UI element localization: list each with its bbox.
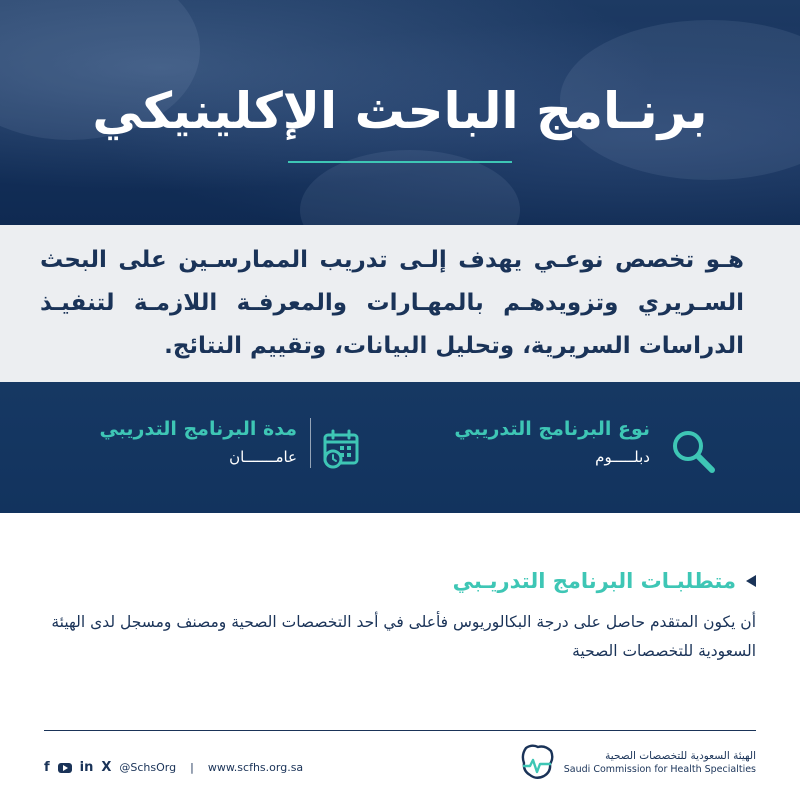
footer-social bbox=[44, 760, 303, 775]
requirements-heading bbox=[453, 569, 756, 593]
brand-logo bbox=[518, 742, 756, 782]
scfhs-logo-icon bbox=[518, 742, 556, 782]
calendar-icon bbox=[322, 428, 364, 470]
youtube-icon[interactable] bbox=[58, 763, 72, 773]
hero-banner bbox=[0, 0, 800, 225]
program-duration-label: مدة البرنامج التدريبي bbox=[99, 418, 297, 440]
x-icon[interactable]: X bbox=[101, 760, 112, 775]
title-underline bbox=[288, 161, 512, 163]
description-text: هـو تخصص نوعـي يهدف إلـى تدريب الممارسـين على البحث السـريري وتزويدهـم بالمهـارات والمعرفـة اللازمـة لتنفيـذ الدراسات السريرية، وتحليل البيانات، وتقييم النتائج. bbox=[40, 247, 744, 359]
program-info-band bbox=[0, 382, 800, 513]
description-band bbox=[0, 225, 800, 382]
brand-name-en: Saudi Commission for Health Specialties bbox=[563, 763, 756, 775]
footer-separator: | bbox=[190, 761, 194, 774]
page-title: برنـامج الباحث الإكلينيكي bbox=[92, 82, 708, 140]
brand-name-ar: الهيئة السعودية للتخصصات الصحية bbox=[605, 749, 756, 762]
requirements-text: أن يكون المتقدم حاصل على درجة البكالوريوس فأعلى في أحد التخصصات الصحية ومصنف ومسجل لدى الهيئة السعودية للتخصصات الصحية bbox=[51, 613, 756, 660]
program-duration-value: عامـــــــان bbox=[229, 448, 297, 466]
brand-text bbox=[564, 750, 756, 775]
magnifier-icon bbox=[670, 428, 716, 474]
website-link[interactable]: www.scfhs.org.sa bbox=[207, 761, 304, 774]
triangle-bullet-icon bbox=[746, 575, 756, 587]
program-type bbox=[454, 418, 650, 478]
divider bbox=[310, 418, 311, 468]
program-duration bbox=[99, 418, 297, 478]
footer-divider bbox=[44, 730, 756, 731]
facebook-icon[interactable]: f bbox=[44, 760, 50, 775]
program-type-label: نوع البرنامج التدريبي bbox=[454, 418, 650, 440]
program-type-value: دبلـــــوم bbox=[595, 448, 650, 466]
requirements-title: متطلبـات البرنامج التدريـبي bbox=[452, 569, 736, 593]
social-handle[interactable]: @SchsOrg bbox=[119, 761, 177, 774]
linkedin-icon[interactable]: in bbox=[79, 760, 94, 775]
